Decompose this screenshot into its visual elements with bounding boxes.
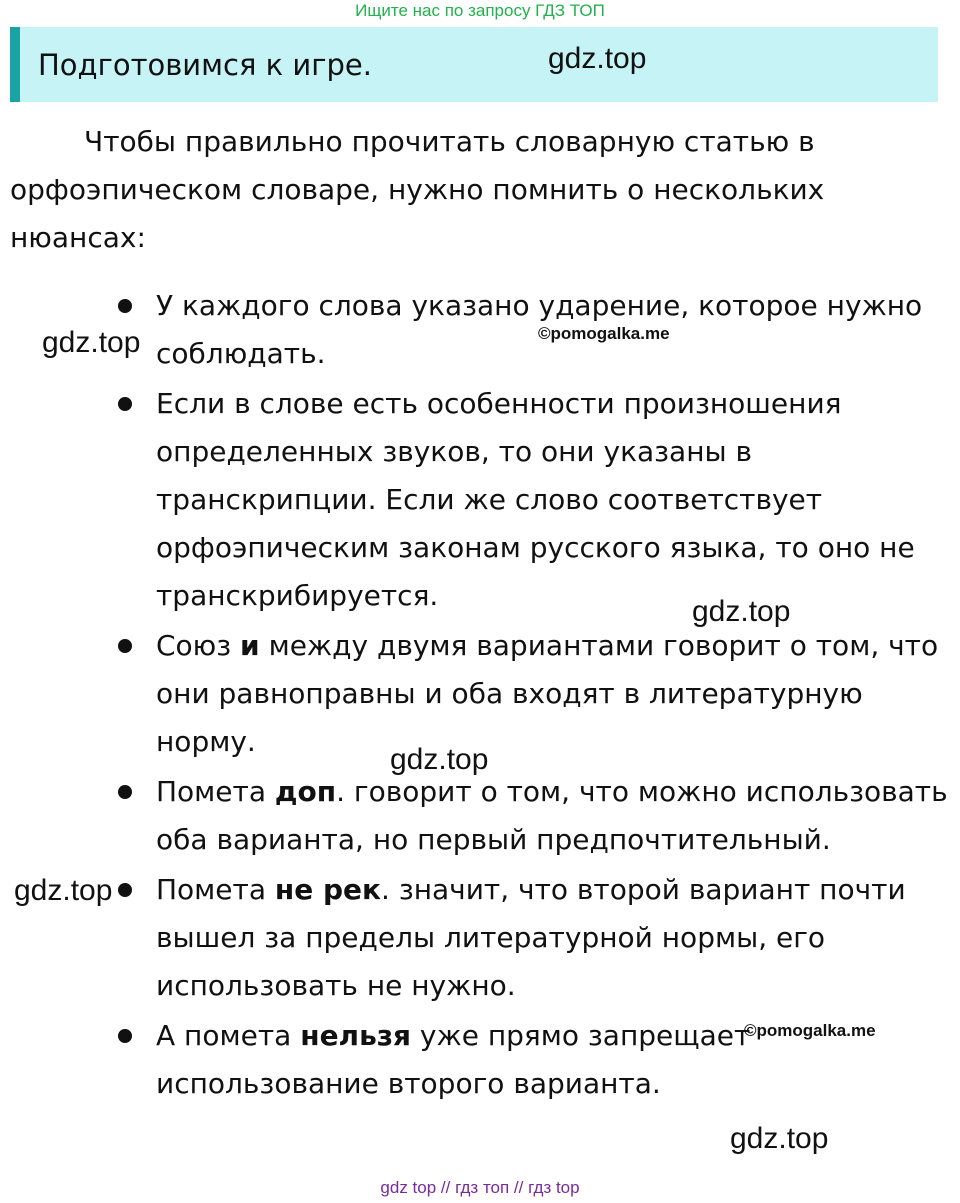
list-item-text-after: . значит, что второй вариант почти вышел за пределы литературной нормы, его использовать не нужно. — [156, 873, 906, 1002]
footer-links: gdz top // гдз топ // гдз top — [380, 1178, 580, 1197]
list-item-bold: не рек — [274, 873, 382, 906]
watermark-gdz-left-1: gdz.top — [42, 326, 141, 359]
list-item-text: Если в слове есть особенности произношения определенных звуков, то они указаны в транскрипции. Если же слово соответствует орфоэпическим законам русского языка, то оно не транскрибируется. — [156, 387, 915, 612]
bullet-dot-icon — [118, 1029, 132, 1043]
bullet-dot-icon — [118, 883, 132, 897]
watermark-copyright-2: ©pomogalka.me — [744, 1021, 876, 1040]
watermark-gdz-heading: gdz.top — [548, 42, 647, 75]
heading-title: Подготовимся к игре. — [38, 48, 372, 82]
list-item-bold: нельзя — [300, 1019, 412, 1052]
list-item — [0, 768, 960, 864]
top-banner: Ищите нас по запросу ГДЗ ТОП — [355, 1, 605, 20]
list-item-text-before: А помета — [156, 1019, 301, 1052]
bullet-list — [0, 282, 960, 1110]
watermark-gdz-left-2: gdz.top — [14, 874, 113, 907]
list-item-text-after: . говорит о том, что можно использовать оба варианта, но первый предпочтительный. — [156, 775, 948, 856]
list-item — [0, 866, 960, 1010]
list-item — [0, 380, 960, 620]
list-item-text-before: Союз — [156, 629, 241, 662]
watermark-gdz-right-1: gdz.top — [692, 595, 791, 628]
list-item — [0, 282, 960, 378]
bullet-dot-icon — [118, 299, 132, 313]
heading-box — [10, 27, 938, 102]
list-item-text-after: уже прямо запрещает использование второго варианта. — [156, 1019, 751, 1100]
bullet-dot-icon — [118, 639, 132, 653]
watermark-gdz-right-2: gdz.top — [730, 1122, 829, 1155]
intro-paragraph: Чтобы правильно прочитать словарную статью в орфоэпическом словаре, нужно помнить о нескольких нюансах: — [10, 125, 825, 254]
list-item-text: У каждого слова указано ударение, которое нужно соблюдать. — [156, 289, 923, 370]
list-item-text-before: Помета — [156, 775, 275, 808]
watermark-gdz-middle: gdz.top — [390, 743, 489, 776]
bullet-dot-icon — [118, 397, 132, 411]
watermark-copyright-1: ©pomogalka.me — [538, 324, 670, 343]
list-item-text-after: между двумя вариантами говорит о том, что они равноправны и оба входят в литературную норму. — [156, 629, 939, 758]
bullet-dot-icon — [118, 785, 132, 799]
list-item-bold: доп — [274, 775, 337, 808]
list-item-bold: и — [240, 629, 260, 662]
list-item-text-before: Помета — [156, 873, 275, 906]
